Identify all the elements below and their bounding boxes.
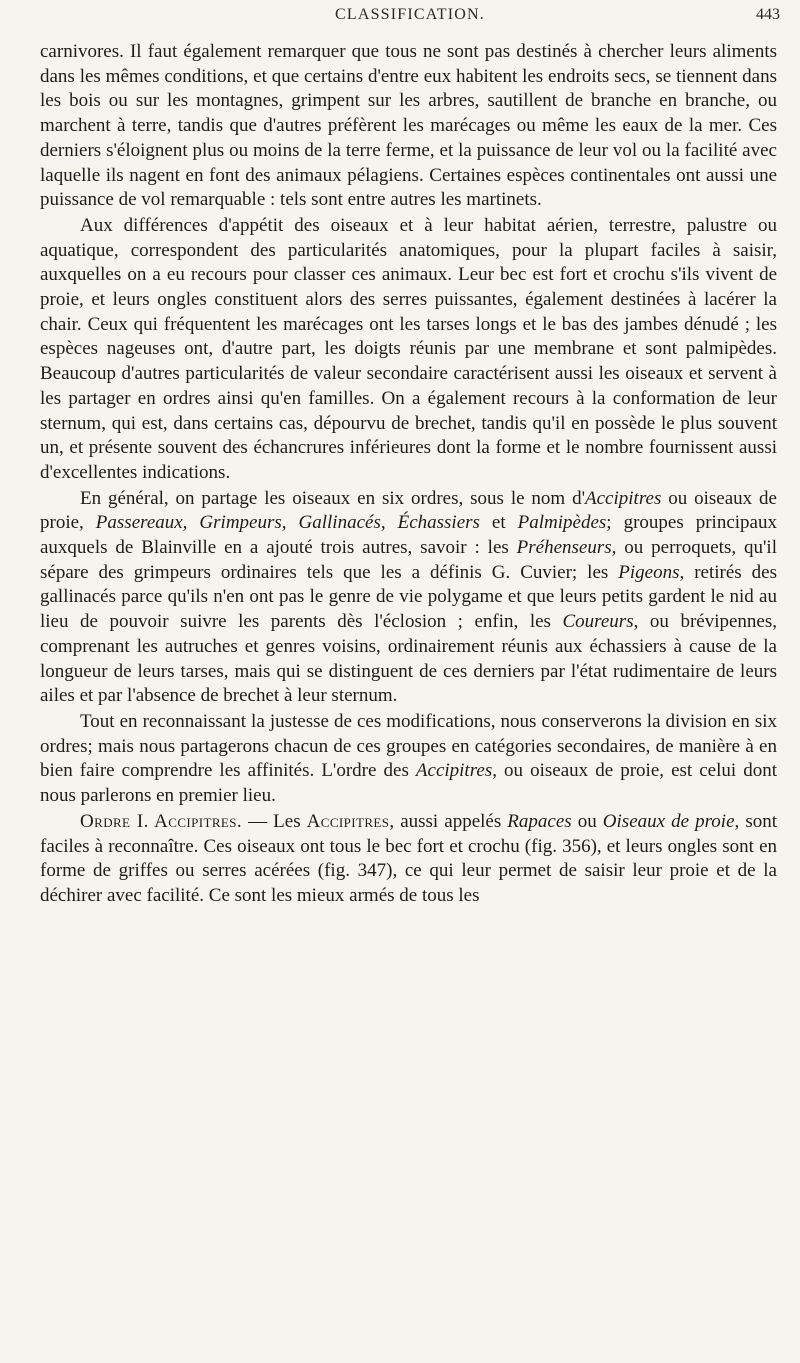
text-run: Tout en reconnaissant la justesse de ces modifications, nous conserverons la division en six ordres; mais nous partagerons chacun de ces groupes en catégories secondaires, de manière à en bien faire comprendre les affinités. L'ordre des [40,710,777,782]
text-run: ou oiseaux de proie, [40,487,777,534]
text-run: , ou brévipennes, comprenant les autruches et genres voisins, ordinairement réunis aux échassiers à cause de la longueur de leurs tarses, mais qui se distinguent de ces derniers par l'état rudimentaire de leurs ailes et par l'absence de brechet à leur sternum. [40,611,777,707]
page-header [40,6,780,34]
paragraph-ordre-accipitres [40,810,777,909]
running-head: CLASSIFICATION. [334,6,485,23]
text-run: ou [571,810,603,832]
term-accipitres: Accipitres [306,810,390,832]
page-number: 443 [756,6,780,23]
text-run: , ou oiseaux de proie, est celui dont nous parlerons en premier lieu. [40,760,777,807]
term-coureurs: Coureurs [562,611,634,633]
text-run: , aussi appelés [389,810,508,832]
term-pigeons: Pigeons [618,561,680,583]
section-heading: Ordre I. Accipitres. [80,810,243,832]
paragraph-anatomical-features: Aux différences d'appétit des oiseaux et à leur habitat aérien, terrestre, palustre ou aquatique, correspondent des particularités anatomiques, pour la plupart faciles à saisir, auxquelles on a eu recours pour classer ces animaux. Leur bec est fort et crochu s'ils vivent de proie, et leurs ongles constituent alors des serres puissantes, également destinées à lacérer la chair. Ceux qui fréquentent les marécages ont les tarses longs et le bas des jambes dénudé ; les espèces nageuses ont, d'autre part, les doigts réunis par une membrane et sont palmipèdes. Beaucoup d'autres particularités de valeur secondaire caractérisent aussi les oiseaux et servent à les partager en ordres ainsi qu'en familles. On a également recours à la conformation de leur sternum, qui est, dans certains cas, dépourvu de brechet, tandis qu'il en possède le plus souvent un, et présente souvent des échancrures inférieures dont la forme et le nombre fournissent aussi d'excellentes indications. [40,214,777,483]
term-order-list: Passereaux, Grimpeurs, Gallinacés, Échassiers [95,512,480,534]
term-palmipedes: Palmipèdes [517,512,607,534]
text-run: ; groupes principaux auxquels de Blainville en a ajouté trois autres, savoir : les [40,512,777,559]
term-accipitres: Accipitres [585,487,662,509]
term-rapaces: Rapaces [507,810,572,832]
text-run: , sont faciles à reconnaître. Ces oiseaux ont tous le bec fort et crochu (fig. 356), et leurs ongles sont en forme de griffes ou serres acérées (fig. 347), ce qui leur permet de saisir leur proie et de la déchirer avec facilité. Ce sont les mieux armés de tous les [40,810,777,906]
term-oiseaux-de-proie: Oiseaux de proie [602,810,735,832]
term-accipitres: Accipitres [415,760,493,782]
paragraph-six-orders [40,487,777,709]
paragraph-conservation [40,710,777,809]
paragraph-birds-habitats: carnivores. Il faut également remarquer que tous ne sont pas destinés à chercher leurs aliments dans les mêmes conditions, et que certains d'entre eux habitent les endroits secs, se tiennent dans les bois ou sur les montagnes, grimpent sur les arbres, sautillent de branche en branche, ou marchent à terre, tandis que d'autres préfèrent les marécages ou même les eaux de la mer. Ces derniers s'éloignent plus ou moins de la terre ferme, et la puissance de leur vol ou la facilité avec laquelle ils nagent en font des animaux pélagiens. Certaines espèces continentales ont aussi une puissance de vol remarquable : tels sont entre autres les martinets. [40,41,777,211]
text-run: , ou perroquets, qu'il sépare des grimpeurs ordinaires tels que les a définis G. Cuvier; les [40,537,777,583]
text-run: En général, on partage les oiseaux en six ordres, sous le nom d' [80,487,586,509]
term-prehenseurs: Préhenseurs [516,537,612,559]
text-run: , retirés des gallinacés parce qu'ils n'en ont pas le genre de vie polygame et que leurs petits gardent le nid au lieu de pouvoir suivre les parents dès l'éclosion ; enfin, les [40,561,777,633]
text-run: — Les [242,810,307,832]
body-text [40,40,777,910]
text-run: et [479,512,518,534]
